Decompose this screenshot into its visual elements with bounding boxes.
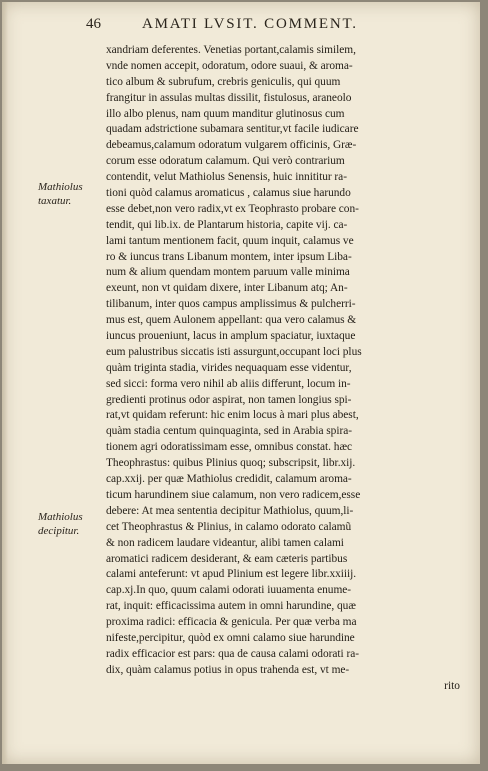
page-number: 46: [86, 16, 101, 32]
text-line: rat,vt quidam referunt: hic enim locus à mari plus abest,: [106, 409, 359, 422]
text-line: proxima radici: efficacia & genicula. Per quæ verba ma: [106, 616, 357, 629]
text-line: debeamus,calamum odoratum vulgarem officinis, Græ-: [106, 139, 357, 152]
text-line: esse debet,non vero radix,vt ex Teophrasto probare con-: [106, 202, 359, 215]
text-line: cap.xxij. per quæ Mathiolus credidit, calamum aroma-: [106, 473, 352, 486]
text-line: corum esse odoratum calamum. Qui verò contrarium: [106, 155, 345, 168]
text-line: debere: At mea sententia decipitur Mathiolus, quum,li-: [106, 504, 354, 517]
text-line: num & alium quendam montem paruum valle minima: [106, 266, 350, 279]
text-line: rat, inquit: efficacissima autem in omni harundine, quæ: [106, 600, 356, 613]
text-line: ticum harundinem siue calamum, non vero radicem,esse: [106, 488, 361, 501]
running-head: AMATI LVSIT. COMMENT.: [142, 16, 358, 32]
page-header: [86, 16, 466, 38]
text-line: mus est, quem Aulonem appellant: qua vero calamus &: [106, 314, 357, 327]
text-line: Theophrastus: quibus Plinius quoq; subscripsit, libr.xij.: [106, 457, 356, 470]
book-page: [2, 2, 480, 764]
text-line: tioni quòd calamus aromaticus , calamus siue harundo: [106, 187, 351, 200]
text-line: calami anteferunt: vt apud Plinium est legere libr.xxiiij.: [106, 568, 357, 581]
text-line: rito: [444, 679, 460, 692]
text-line: cap.xj.In quo, quum calami odorati iuuamenta enume-: [106, 584, 352, 597]
text-line: iuncus proueniunt, lacus in amplum spaciatur, iuxtaque: [106, 330, 356, 343]
text-line: frangitur in assulas multas dissilit, fistulosus, araneolo: [106, 91, 352, 104]
text-line: illo albo plenus, nam quum manditur glutinosus cum: [106, 107, 345, 120]
text-line: tico album & subrufum, crebris geniculis, qui quum: [106, 75, 341, 88]
margin-note: Mathiolus decipitur.: [38, 511, 83, 537]
text-line: quadam adstrictione subamara sentitur,vt facile iudicare: [106, 123, 359, 136]
text-line: aromatici radicem desiderant, & eam cæteris partibus: [106, 552, 348, 565]
text-line: exeunt, non vt quidam dixere, inter Libanum atq; An-: [106, 282, 348, 295]
text-line: eum palustribus siccatis isti assurgunt,occupant loci plus: [106, 345, 362, 358]
text-line: tendit, qui lib.ix. de Plantarum historia, capite vij. ca-: [106, 218, 348, 231]
margin-note: Mathiolus taxatur.: [38, 181, 83, 207]
text-line: sed sicci: forma vero nihil ab aliis differunt, locum in-: [106, 377, 351, 390]
text-line: contendit, velut Mathiolus Senensis, huic innititur ra-: [106, 171, 347, 184]
text-line: gredienti protinus odor aspirat, non tamen longius spi-: [106, 393, 352, 406]
text-line: lami tantum mentionem facit, quum inquit, calamus ve: [106, 234, 354, 247]
text-line: nifeste,percipitur, quòd ex omni calamo siue harundine: [106, 631, 355, 644]
text-line: quàm stadia centum quinquaginta, sed in Arabia spira-: [106, 425, 352, 438]
text-line: xandriam deferentes. Venetias portant,calamis similem,: [106, 44, 356, 56]
text-line: ro & iuncus trans Libanum montem, inter ipsum Liba-: [106, 250, 352, 263]
text-line: quàm triginta stadia, virides nequaquam esse videntur,: [106, 361, 352, 374]
text-line: dix, quàm calamus potius in opus trahenda est, vt me-: [106, 663, 350, 676]
text-line: cet Theophrastus & Plinius, in calamo odorato calamũ: [106, 520, 352, 533]
text-line: tionem agri odoratissimam esse, omnibus constat. hæc: [106, 441, 353, 454]
text-line: tilibanum, inter quos campus amplissimus & pulcherri-: [106, 298, 356, 311]
page-gutter-shadow: [2, 2, 8, 764]
text-line: radix efficacior est pars: qua de causa calami odorati ra-: [106, 647, 360, 660]
text-line: & non radicem laudare videantur, alibi tamen calami: [106, 536, 344, 549]
text-line: vnde nomen accepit, odoratum, odore suaui, & aroma-: [106, 59, 353, 72]
body-text: [106, 43, 474, 695]
